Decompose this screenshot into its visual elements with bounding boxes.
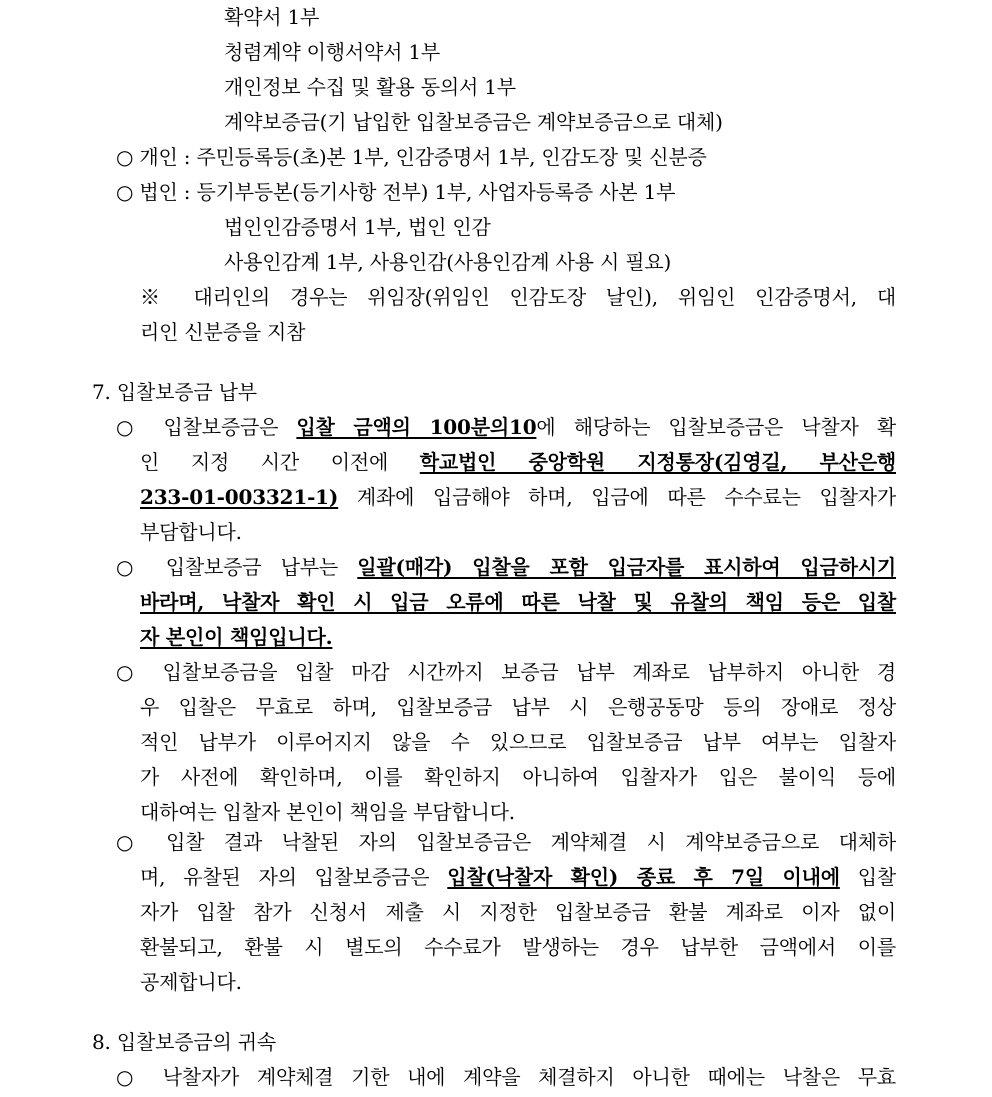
- paragraph-line: 인 지정 시간 이전에 학교법인 중앙학원 지정통장(김영길, 부산은행: [140, 450, 896, 474]
- section-8-heading: 8. 입찰보증금의 귀속: [92, 1030, 276, 1054]
- doc-line: 청렴계약 이행서약서 1부: [224, 40, 441, 64]
- paragraph-line: 부담합니다.: [140, 520, 242, 544]
- paragraph-line: ○ 낙찰자가 계약체결 기한 내에 계약을 체결하지 아니한 때에는 낙찰은 무효: [116, 1065, 896, 1089]
- paragraph-line: 우 입찰은 무효로 하며, 입찰보증금 납부 시 은행공동망 등의 장애로 정상: [140, 695, 896, 719]
- section-7-heading: 7. 입찰보증금 납부: [92, 380, 257, 404]
- paragraph-line: 적인 납부가 이루어지지 않을 수 있으므로 입찰보증금 납부 여부는 입찰자: [140, 730, 896, 754]
- paragraph-line: 바라며, 낙찰자 확인 시 입금 오류에 따른 낙찰 및 유찰의 책임 등은 입찰: [140, 590, 896, 614]
- paragraph-line: 233-01-003321-1) 계좌에 입금해야 하며, 입금에 따른 수수료는 입찰자가: [140, 485, 896, 509]
- note-line: 리인 신분증을 지참: [140, 320, 306, 344]
- paragraph-line: 자 본인이 책임입니다.: [140, 625, 333, 649]
- paragraph-line: 대하여는 입찰자 본인이 책임을 부담합니다.: [140, 800, 515, 824]
- paragraph-line: 며, 유찰된 자의 입찰보증금은 입찰(낙찰자 확인) 종료 후 7일 이내에 입찰: [140, 865, 896, 889]
- paragraph-line: ○ 입찰 결과 낙찰된 자의 입찰보증금은 계약체결 시 계약보증금으로 대체하: [116, 830, 896, 854]
- paragraph-line: 공제합니다.: [140, 970, 242, 994]
- note-line: ※ 대리인의 경우는 위임장(위임인 인감도장 날인), 위임인 인감증명서, 대: [140, 285, 896, 309]
- paragraph-line: 자가 입찰 참가 신청서 제출 시 지정한 입찰보증금 환불 계좌로 이자 없이: [140, 900, 896, 924]
- doc-line: 사용인감계 1부, 사용인감(사용인감계 사용 시 필요): [224, 250, 672, 274]
- doc-line: 계약보증금(기 납입한 입찰보증금은 계약보증금으로 대체): [224, 110, 723, 134]
- paragraph-line: ○ 입찰보증금을 입찰 마감 시간까지 보증금 납부 계좌로 납부하지 아니한 경: [116, 660, 896, 684]
- paragraph-line: ○ 입찰보증금은 입찰 금액의 100분의10에 해당하는 입찰보증금은 낙찰자 확: [116, 415, 896, 439]
- paragraph-line: 환불되고, 환불 시 별도의 수수료가 발생하는 경우 납부한 금액에서 이를: [140, 935, 896, 959]
- doc-line: 법인인감증명서 1부, 법인 인감: [224, 215, 491, 239]
- doc-line: ○ 법인 : 등기부등본(등기사항 전부) 1부, 사업자등록증 사본 1부: [116, 180, 676, 204]
- doc-line: ○ 개인 : 주민등록등(초)본 1부, 인감증명서 1부, 인감도장 및 신분증: [116, 145, 707, 169]
- paragraph-line: ○ 입찰보증금 납부는 일괄(매각) 입찰을 포함 입금자를 표시하여 입금하시기: [116, 555, 896, 579]
- doc-line: 개인정보 수집 및 활용 동의서 1부: [224, 75, 516, 99]
- paragraph-line: 가 사전에 확인하며, 이를 확인하지 아니하여 입찰자가 입은 불이익 등에: [140, 765, 896, 789]
- doc-line: 확약서 1부: [224, 5, 320, 29]
